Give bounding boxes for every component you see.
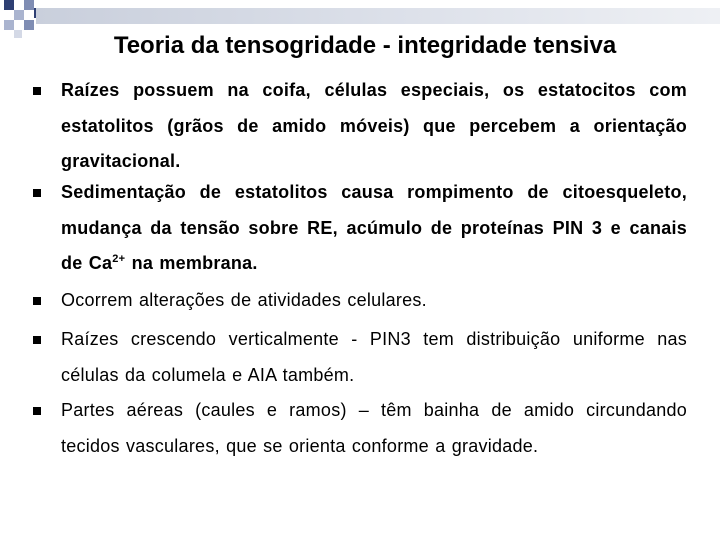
bullet-text-2-superscript: 2+ <box>112 253 126 265</box>
slide-title: Teoria da tensogridade - integridade tensiva <box>113 32 617 59</box>
bullet-square-icon <box>33 189 41 197</box>
bullet-text-2-part-1: Sedimentação de estatolitos causa rompimento de citoesqueleto, mudança da tensão sobre RE, acúmulo de proteínas PIN 3 e canais de Ca <box>61 182 687 273</box>
bullet-text-2-part-2: na membrana. <box>125 253 258 273</box>
bullet-square-icon <box>33 87 41 95</box>
bullet-text-3: Ocorrem alterações de atividades celulares. <box>61 290 427 310</box>
decorative-header-bar <box>36 8 720 24</box>
bullet-text-5: Partes aéreas (caules e ramos) – têm bainha de amido circundando tecidos vasculares, que se orienta conforme a gravidade. <box>61 400 687 456</box>
bullet-text-2 <box>61 175 687 282</box>
bullet-square-icon <box>33 407 41 415</box>
bullet-square-icon <box>33 297 41 305</box>
bullet-text-4: Raízes crescendo verticalmente - PIN3 tem distribuição uniforme nas células da columela e AIA também. <box>61 329 687 385</box>
bullet-text-1: Raízes possuem na coifa, células especiais, os estatocitos com estatolitos (grãos de amido móveis) que percebem a orientação gravitacional. <box>61 80 687 171</box>
bullet-square-icon <box>33 336 41 344</box>
